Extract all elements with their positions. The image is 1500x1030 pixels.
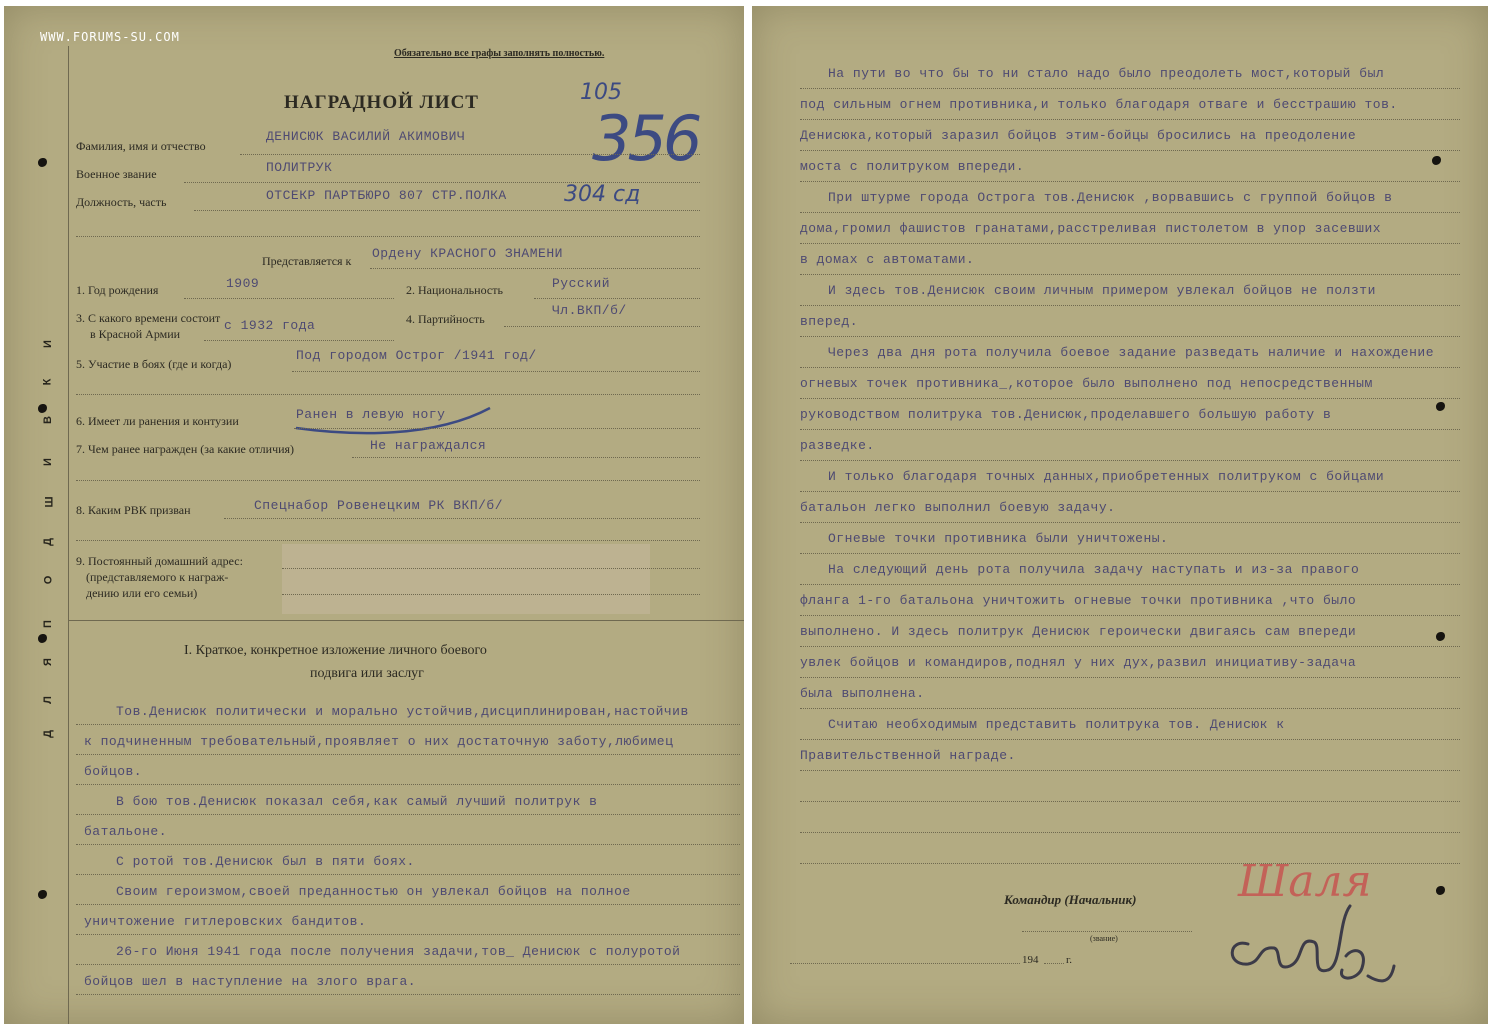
body-line: дома,громил фашистов гранатами,расстреливая пистолетом в упор засевших <box>800 221 1382 236</box>
left-page <box>4 6 744 1024</box>
position-label: Должность, часть <box>76 195 167 209</box>
body-line: Через два дня рота получила боевое задание разведать наличие и нахождение <box>828 345 1434 360</box>
body-line: Огневые точки противника были уничтожены. <box>828 531 1169 546</box>
right-page <box>752 6 1488 1024</box>
watermark: WWW.FORUMS-SU.COM <box>40 30 180 44</box>
q6-label: 6. Имеет ли ранения и контузии <box>76 414 239 428</box>
q3-label-line1: 3. С какого времени состоит <box>76 311 221 325</box>
rank-label: Военное звание <box>76 167 157 181</box>
body-line: фланга 1-го батальона уничтожить огневые точки противника ,что было <box>800 593 1357 608</box>
q4-value: Чл.ВКП/б/ <box>552 303 627 318</box>
q3-label-line2: в Красной Армии <box>90 327 181 341</box>
body-line: Денисюка,который заразил бойцов этим-бойцы бросились на преодоление <box>800 128 1357 143</box>
date-suffix: г. <box>1066 954 1073 966</box>
body-line: На следующий день рота получила задачу наступать и из-за правого <box>828 562 1360 577</box>
body-line: 26-го Июня 1941 года после получения задачи,тов_ Денисюк с полуротой <box>116 944 681 959</box>
body-line: увлек бойцов и командиров,поднял у них дух,развил инициативу-задача <box>800 655 1357 670</box>
side-letter: П <box>41 620 54 628</box>
position-handwritten: 304 сд <box>564 182 641 207</box>
q5-value: Под городом Острог /1941 год/ <box>296 348 537 363</box>
name-value: ДЕНИСЮК ВАСИЛИЙ АКИМОВИЧ <box>266 129 466 144</box>
body-line: моста с политруком впереди. <box>800 159 1025 174</box>
name-label: Фамилия, имя и отчество <box>76 139 206 153</box>
red-stamp-signature: Шаля <box>1238 856 1372 907</box>
q7-label: 7. Чем ранее награжден (за какие отличия) <box>76 442 295 456</box>
side-letter: О <box>42 575 55 585</box>
commander-label: Командир (Начальник) <box>1004 892 1137 907</box>
side-letter: И <box>41 458 54 466</box>
section-title-line2: подвига или заслуг <box>310 666 424 681</box>
section-title-line1: I. Краткое, конкретное изложение личного боевого <box>184 643 487 658</box>
body-line: была выполнена. <box>800 686 925 701</box>
rank-caption: (звание) <box>1090 934 1118 943</box>
q8-label: 8. Каким РВК призван <box>76 503 191 517</box>
body-line: бойцов. <box>84 764 143 779</box>
body-line: На пути во что бы то ни стало надо было преодолеть мост,который был <box>828 66 1385 81</box>
body-line: батальоне. <box>84 824 168 839</box>
side-letter: К <box>41 378 54 386</box>
body-line: Тов.Денисюк политически и морально устойчив,дисциплинирован,настойчив <box>116 704 689 719</box>
q8-value: Спецнабор Ровенецким РК ВКП/б/ <box>254 498 504 513</box>
body-line: под сильным огнем противника,и только благодаря отваге и бесстрашию тов. <box>800 97 1398 112</box>
q7-value: Не награждался <box>370 438 487 453</box>
q6-value: Ранен в левую ногу <box>296 407 446 422</box>
q5-label: 5. Участие в боях (где и когда) <box>76 357 232 371</box>
q3-value: с 1932 года <box>224 318 316 333</box>
q4-label: 4. Партийность <box>406 312 485 326</box>
document-title: НАГРАДНОЙ ЛИСТ <box>284 92 479 113</box>
handwritten-number-large: 356 <box>592 102 699 175</box>
q9-label-line2: (представляемого к награж- <box>86 570 229 584</box>
q9-label-line3: дению или его семьи) <box>86 586 198 600</box>
side-letter: Я <box>41 658 54 666</box>
top-notice: Обязательно все графы заполнять полностью. <box>394 48 605 59</box>
handwritten-number-small: 105 <box>580 80 622 105</box>
ink-signature <box>1218 886 1398 996</box>
body-line: выполнено. И здесь политрук Денисюк героически двигаясь сам впереди <box>800 624 1357 639</box>
body-line: руководством политрука тов.Денисюк,проделавшего большую работу в <box>800 407 1332 422</box>
redacted-address <box>282 544 650 614</box>
body-line: Своим героизмом,своей преданностью он увлекал бойцов на полное <box>116 884 631 899</box>
body-line: Правительственной награде. <box>800 748 1016 763</box>
side-letter: Д <box>41 538 54 546</box>
side-letter: И <box>41 340 54 348</box>
position-value: ОТСЕКР ПАРТБЮРО 807 СТР.ПОЛКА <box>266 188 507 203</box>
body-line: к подчиненным требовательный,проявляет о них достаточную заботу,любимец <box>84 734 674 749</box>
body-line: И здесь тов.Денисюк своим личным примером увлекал бойцов не ползти <box>828 283 1376 298</box>
body-line: В бою тов.Денисюк показал себя,как самый лучший политрук в <box>116 794 598 809</box>
body-line: уничтожение гитлеровских бандитов. <box>84 914 367 929</box>
body-line: огневых точек противника_,которое было выполнено под непосредственным <box>800 376 1373 391</box>
q2-value: Русский <box>552 276 611 291</box>
body-line: С ротой тов.Денисюк был в пяти боях. <box>116 854 415 869</box>
presented-label: Представляется к <box>262 254 352 268</box>
body-line: батальон легко выполнил боевую задачу. <box>800 500 1116 515</box>
body-line: разведке. <box>800 438 875 453</box>
side-letter: Д <box>41 730 54 738</box>
body-line: Считаю необходимым представить политрука тов. Денисюк к <box>828 717 1285 732</box>
q9-label-line1: 9. Постоянный домашний адрес: <box>76 554 243 568</box>
body-line: При штурме города Острога тов.Денисюк ,ворвавшись с группой бойцов в <box>828 190 1393 205</box>
body-line: вперед. <box>800 314 859 329</box>
date-year: 194 <box>1022 954 1039 966</box>
rank-value: ПОЛИТРУК <box>266 160 333 175</box>
q1-value: 1909 <box>226 276 260 291</box>
side-letter: В <box>41 416 54 424</box>
underline-pen-mark <box>294 404 494 438</box>
q1-label: 1. Год рождения <box>76 283 159 297</box>
q2-label: 2. Национальность <box>406 283 503 297</box>
body-line: бойцов шел в наступление на злого врага. <box>84 974 417 989</box>
body-line: И только благодаря точных данных,приобретенных политруком с бойцами <box>828 469 1385 484</box>
body-line: в домах с автоматами. <box>800 252 975 267</box>
side-letter: Л <box>41 696 54 704</box>
side-letter: Ш <box>43 496 56 508</box>
presented-value: Ордену КРАСНОГО ЗНАМЕНИ <box>372 246 563 261</box>
